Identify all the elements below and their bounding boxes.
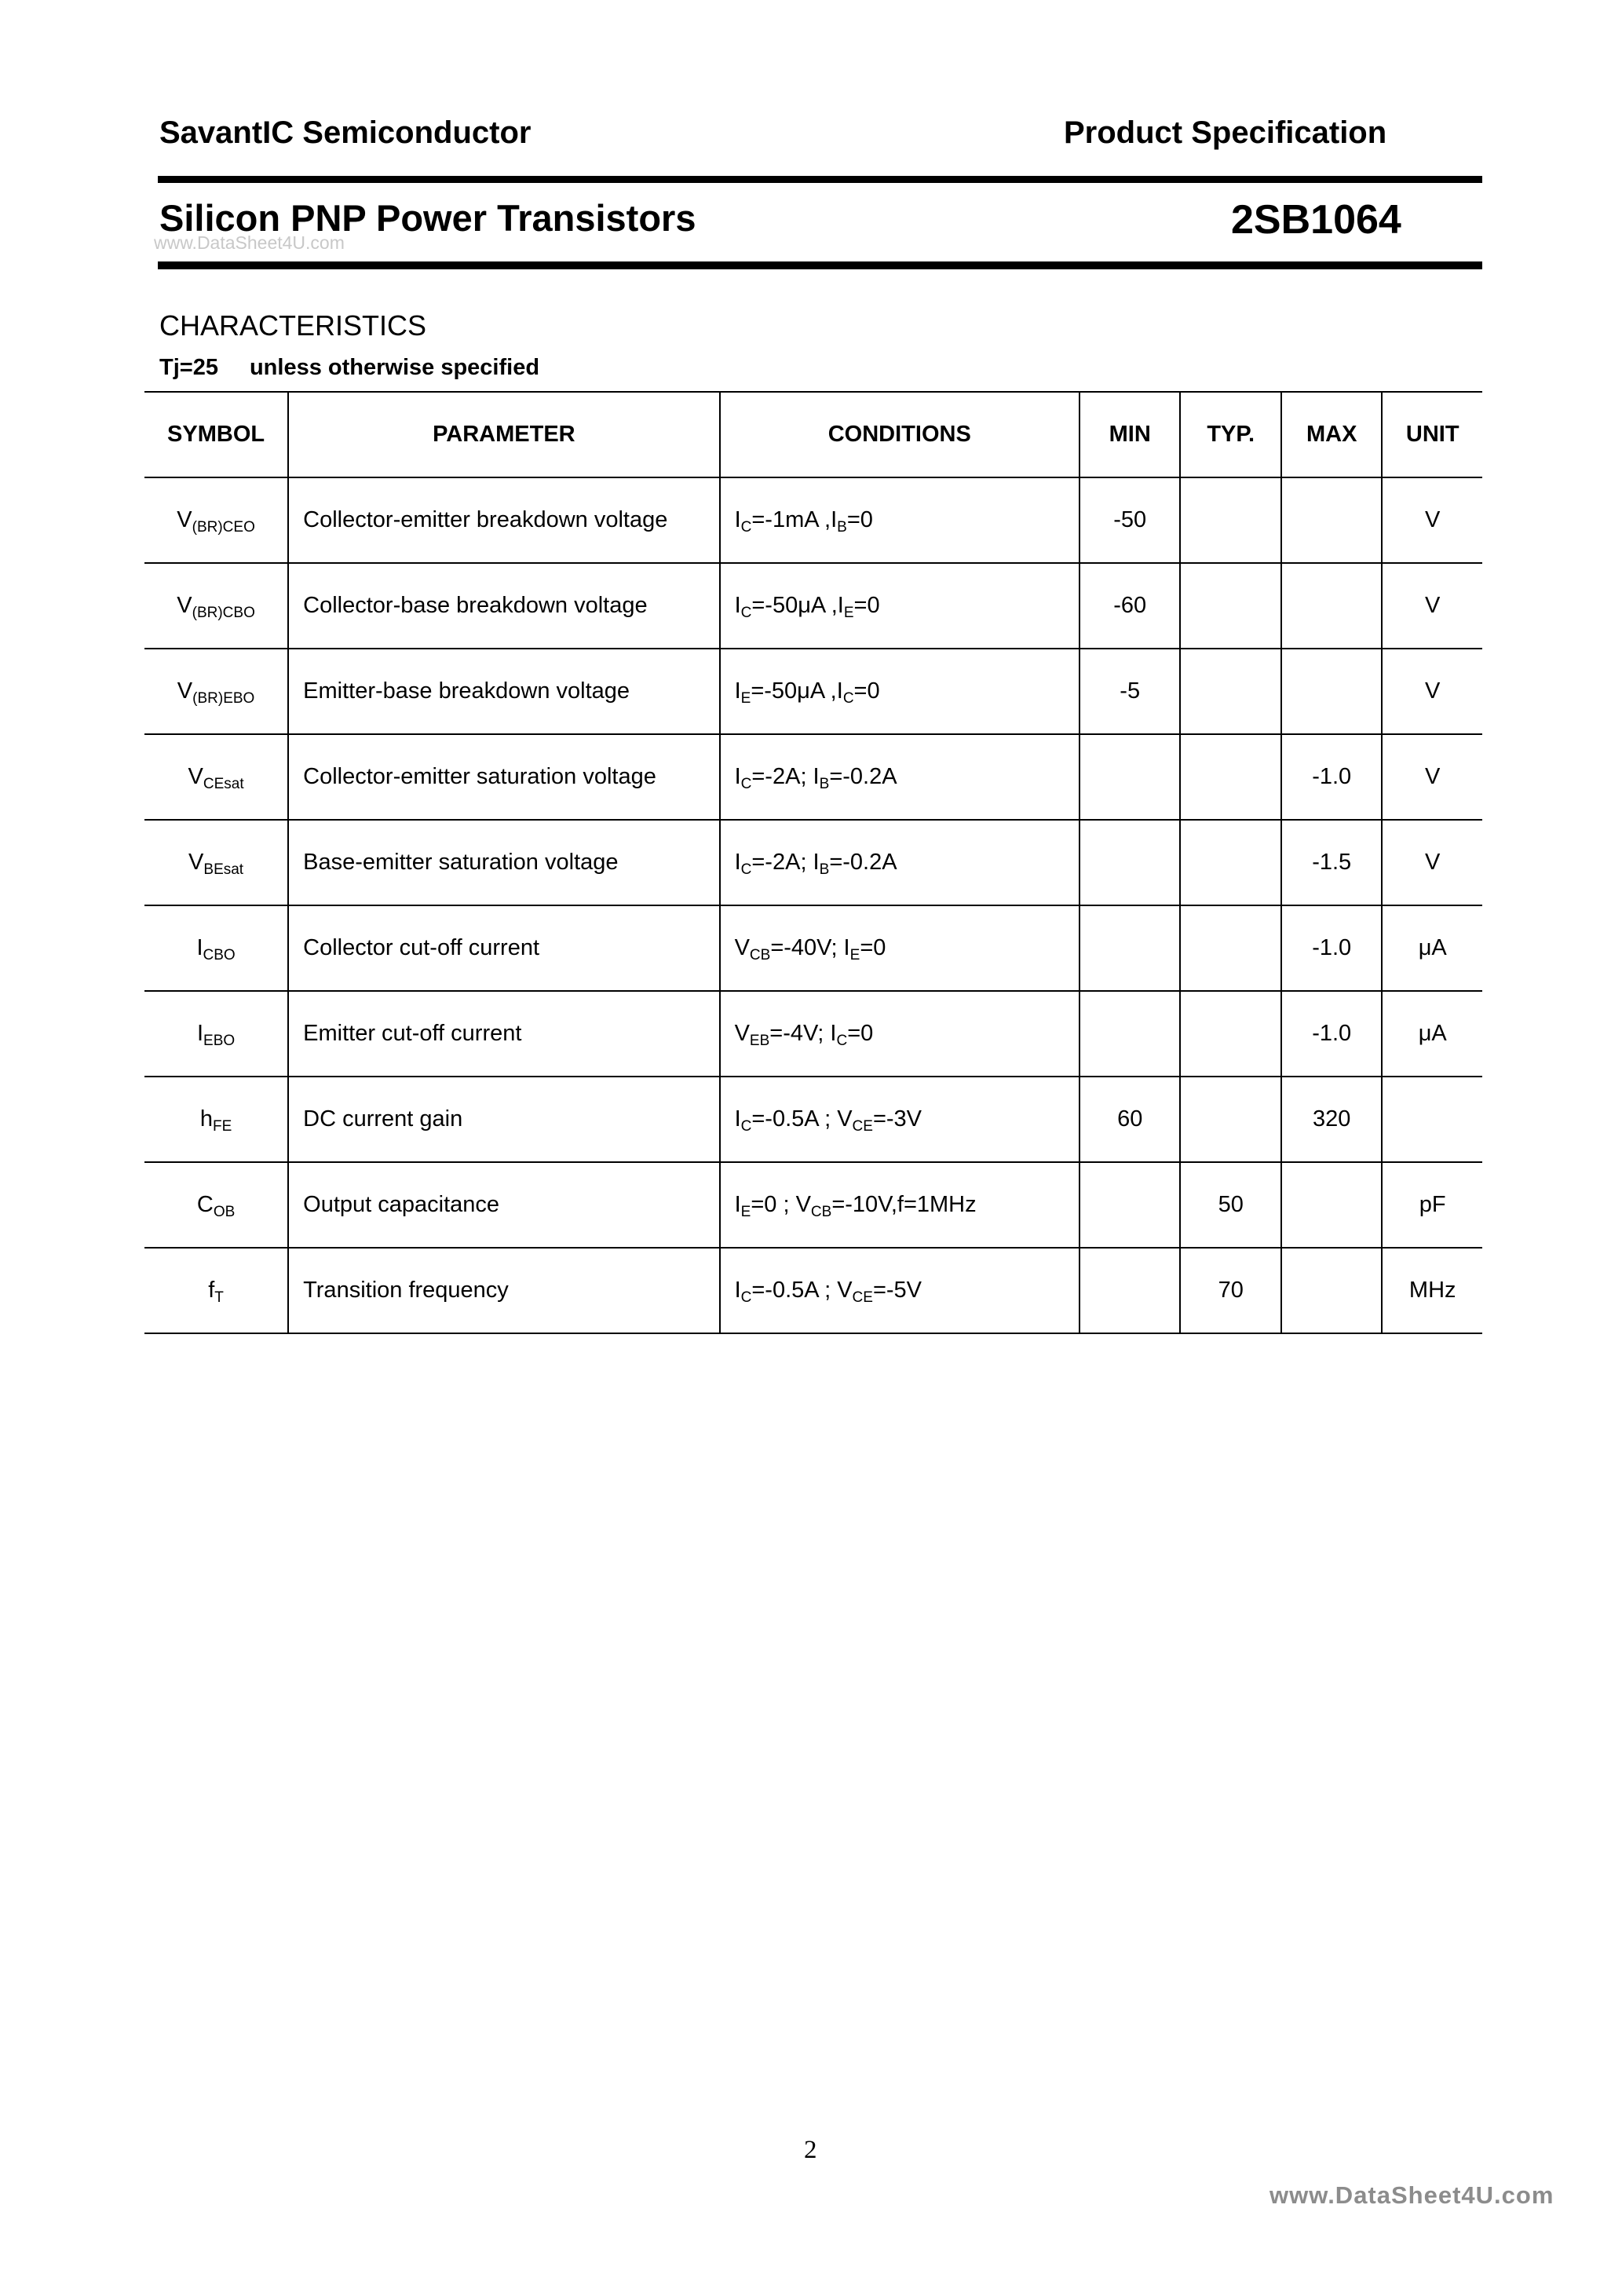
typ-cell: [1180, 477, 1281, 563]
column-header: SYMBOL: [144, 392, 288, 477]
min-cell: 60: [1080, 1077, 1181, 1162]
watermark-header: www.DataSheet4U.com: [154, 232, 345, 253]
table-row: [144, 1162, 1482, 1248]
conditions-cell: [720, 563, 1080, 649]
condition-text: =-40V; I: [770, 935, 850, 960]
condition-subscript: C: [740, 776, 752, 792]
min-cell: [1080, 991, 1181, 1077]
unit-cell: pF: [1382, 1162, 1482, 1248]
symbol-cell: [144, 563, 288, 649]
section-heading: CHARACTERISTICS: [159, 309, 427, 342]
symbol-cell: [144, 649, 288, 734]
symbol-subscript: (BR)CEO: [192, 519, 255, 536]
parameter-cell: Collector-emitter saturation voltage: [288, 734, 719, 820]
table-body: [144, 477, 1482, 1333]
min-cell: [1080, 820, 1181, 905]
symbol-main: I: [196, 935, 203, 960]
watermark-footer: www.DataSheet4U.com: [1269, 2181, 1554, 2209]
condition-text: =-0.5A ; V: [751, 1278, 853, 1303]
condition-text: =-5V: [872, 1278, 922, 1303]
condition-subscript: C: [836, 1033, 848, 1049]
parameter-cell: Emitter cut-off current: [288, 991, 719, 1077]
page-number: 2: [804, 2136, 817, 2164]
conditions-cell: [720, 1162, 1080, 1248]
column-header: UNIT: [1382, 392, 1482, 477]
condition-subscript: CE: [852, 1289, 873, 1306]
symbol-cell: [144, 734, 288, 820]
symbol-subscript: EBO: [203, 1033, 236, 1049]
table-row: [144, 563, 1482, 649]
unit-cell: MHz: [1382, 1248, 1482, 1333]
conditions-cell: [720, 477, 1080, 563]
unit-cell: V: [1382, 477, 1482, 563]
temperature-condition: [159, 355, 539, 381]
condition-subscript: B: [837, 519, 847, 536]
condition-text: =0: [860, 935, 886, 960]
symbol-cell: [144, 905, 288, 991]
typ-cell: [1180, 563, 1281, 649]
symbol-main: C: [196, 1192, 214, 1217]
condition-text: =0: [847, 1021, 874, 1046]
condition-text: =-4V; I: [769, 1021, 837, 1046]
characteristics-table: [144, 391, 1482, 1334]
symbol-main: V: [177, 678, 193, 704]
condition-symbol: I: [734, 593, 741, 618]
max-cell: [1281, 477, 1383, 563]
parameter-cell: Collector-base breakdown voltage: [288, 563, 719, 649]
table-row: [144, 991, 1482, 1077]
table-row: [144, 1077, 1482, 1162]
min-cell: -5: [1080, 649, 1181, 734]
table-header-row: [144, 392, 1482, 477]
min-cell: [1080, 1248, 1181, 1333]
table-row: [144, 649, 1482, 734]
condition-text: =0: [846, 507, 873, 532]
typ-cell: [1180, 649, 1281, 734]
symbol-main: V: [177, 593, 192, 618]
conditions-cell: [720, 1248, 1080, 1333]
parameter-cell: Base-emitter saturation voltage: [288, 820, 719, 905]
column-header: MIN: [1080, 392, 1181, 477]
unit-cell: [1382, 1077, 1482, 1162]
max-cell: -1.5: [1281, 820, 1383, 905]
min-cell: -60: [1080, 563, 1181, 649]
condition-text: =-3V: [872, 1106, 922, 1132]
symbol-main: h: [199, 1106, 213, 1132]
condition-text: =-2A; I: [751, 764, 820, 789]
table-row: [144, 905, 1482, 991]
max-cell: [1281, 649, 1383, 734]
conditions-cell: [720, 649, 1080, 734]
condition-subscript: E: [740, 690, 751, 707]
column-header: TYP.: [1180, 392, 1281, 477]
product-title: Silicon PNP Power Transistors: [159, 197, 696, 239]
condition-subscript: C: [842, 690, 854, 707]
condition-symbol: V: [734, 1021, 750, 1046]
condition-text: =-1mA ,I: [751, 507, 838, 532]
unit-cell: V: [1382, 734, 1482, 820]
table-row: [144, 477, 1482, 563]
conditions-cell: [720, 1077, 1080, 1162]
parameter-cell: DC current gain: [288, 1077, 719, 1162]
condition-text: =-50μA ,I: [751, 593, 844, 618]
condition-subscript: C: [740, 1118, 752, 1135]
typ-cell: [1180, 734, 1281, 820]
symbol-main: f: [208, 1278, 215, 1303]
condition-text: =-2A; I: [751, 850, 820, 875]
max-cell: -1.0: [1281, 991, 1383, 1077]
symbol-main: I: [196, 1021, 204, 1046]
header-rule-top: [158, 176, 1482, 183]
header-rule-bottom: [158, 261, 1482, 269]
parameter-cell: Collector-emitter breakdown voltage: [288, 477, 719, 563]
condition-symbol: I: [734, 678, 741, 704]
symbol-cell: [144, 1248, 288, 1333]
min-cell: [1080, 1162, 1181, 1248]
condition-subscript: B: [819, 776, 830, 792]
condition-text: =-50μA ,I: [751, 678, 843, 704]
condition-text: =-0.2A: [829, 764, 897, 789]
symbol-subscript: (BR)EBO: [192, 690, 255, 707]
condition-symbol: I: [734, 1278, 741, 1303]
unit-cell: μA: [1382, 905, 1482, 991]
condition-subscript: E: [740, 1204, 751, 1220]
condition-subscript: C: [740, 605, 752, 621]
condition-text: =0: [853, 593, 880, 618]
column-header: CONDITIONS: [720, 392, 1080, 477]
symbol-cell: [144, 820, 288, 905]
unit-cell: V: [1382, 649, 1482, 734]
table-row: [144, 734, 1482, 820]
conditions-cell: [720, 991, 1080, 1077]
condition-subscript: CE: [852, 1118, 873, 1135]
symbol-main: V: [177, 507, 192, 532]
table-row: [144, 1248, 1482, 1333]
condition-subscript: E: [849, 947, 860, 963]
condition-text: =-0.5A ; V: [751, 1106, 853, 1132]
condition-subscript: C: [740, 519, 752, 536]
column-header: PARAMETER: [288, 392, 719, 477]
max-cell: -1.0: [1281, 905, 1383, 991]
min-cell: [1080, 905, 1181, 991]
parameter-cell: Emitter-base breakdown voltage: [288, 649, 719, 734]
typ-cell: 50: [1180, 1162, 1281, 1248]
symbol-subscript: BEsat: [203, 861, 244, 878]
condition-symbol: I: [734, 850, 741, 875]
unit-cell: V: [1382, 563, 1482, 649]
symbol-subscript: FE: [213, 1118, 232, 1135]
temperature-value: Tj=25: [159, 355, 218, 380]
condition-symbol: I: [734, 764, 741, 789]
table-row: [144, 820, 1482, 905]
typ-cell: [1180, 820, 1281, 905]
condition-subscript: E: [843, 605, 854, 621]
part-number: 2SB1064: [1231, 197, 1401, 243]
symbol-subscript: (BR)CBO: [192, 605, 255, 621]
conditions-cell: [720, 905, 1080, 991]
max-cell: [1281, 563, 1383, 649]
company-name: SavantIC Semiconductor: [159, 115, 532, 150]
conditions-cell: [720, 820, 1080, 905]
typ-cell: [1180, 991, 1281, 1077]
condition-subscript: B: [819, 861, 830, 878]
condition-symbol: I: [734, 1192, 741, 1217]
max-cell: -1.0: [1281, 734, 1383, 820]
max-cell: 320: [1281, 1077, 1383, 1162]
condition-text: =0: [853, 678, 880, 704]
symbol-main: V: [188, 850, 204, 875]
symbol-cell: [144, 991, 288, 1077]
column-header: MAX: [1281, 392, 1383, 477]
unit-cell: μA: [1382, 991, 1482, 1077]
parameter-cell: Collector cut-off current: [288, 905, 719, 991]
unit-cell: V: [1382, 820, 1482, 905]
symbol-subscript: T: [214, 1289, 224, 1306]
condition-subscript: CB: [810, 1204, 832, 1220]
max-cell: [1281, 1248, 1383, 1333]
condition-text: =-10V,f=1MHz: [831, 1192, 977, 1217]
symbol-subscript: OB: [213, 1204, 236, 1220]
condition-subscript: C: [740, 861, 752, 878]
symbol-cell: [144, 1162, 288, 1248]
typ-cell: [1180, 905, 1281, 991]
typ-cell: 70: [1180, 1248, 1281, 1333]
symbol-main: V: [188, 764, 203, 789]
symbol-subscript: CBO: [203, 947, 236, 963]
conditions-cell: [720, 734, 1080, 820]
condition-note-text: unless otherwise specified: [249, 355, 540, 380]
min-cell: -50: [1080, 477, 1181, 563]
condition-symbol: I: [734, 507, 741, 532]
parameter-cell: Transition frequency: [288, 1248, 719, 1333]
condition-text: =0 ; V: [751, 1192, 811, 1217]
condition-subscript: CB: [749, 947, 771, 963]
max-cell: [1281, 1162, 1383, 1248]
condition-text: =-0.2A: [829, 850, 897, 875]
condition-symbol: V: [734, 935, 750, 960]
parameter-cell: Output capacitance: [288, 1162, 719, 1248]
min-cell: [1080, 734, 1181, 820]
symbol-subscript: CEsat: [203, 776, 244, 792]
document-type: Product Specification: [1064, 115, 1387, 150]
condition-subscript: C: [740, 1289, 752, 1306]
typ-cell: [1180, 1077, 1281, 1162]
symbol-cell: [144, 477, 288, 563]
condition-subscript: EB: [749, 1033, 770, 1049]
condition-symbol: I: [734, 1106, 741, 1132]
symbol-cell: [144, 1077, 288, 1162]
